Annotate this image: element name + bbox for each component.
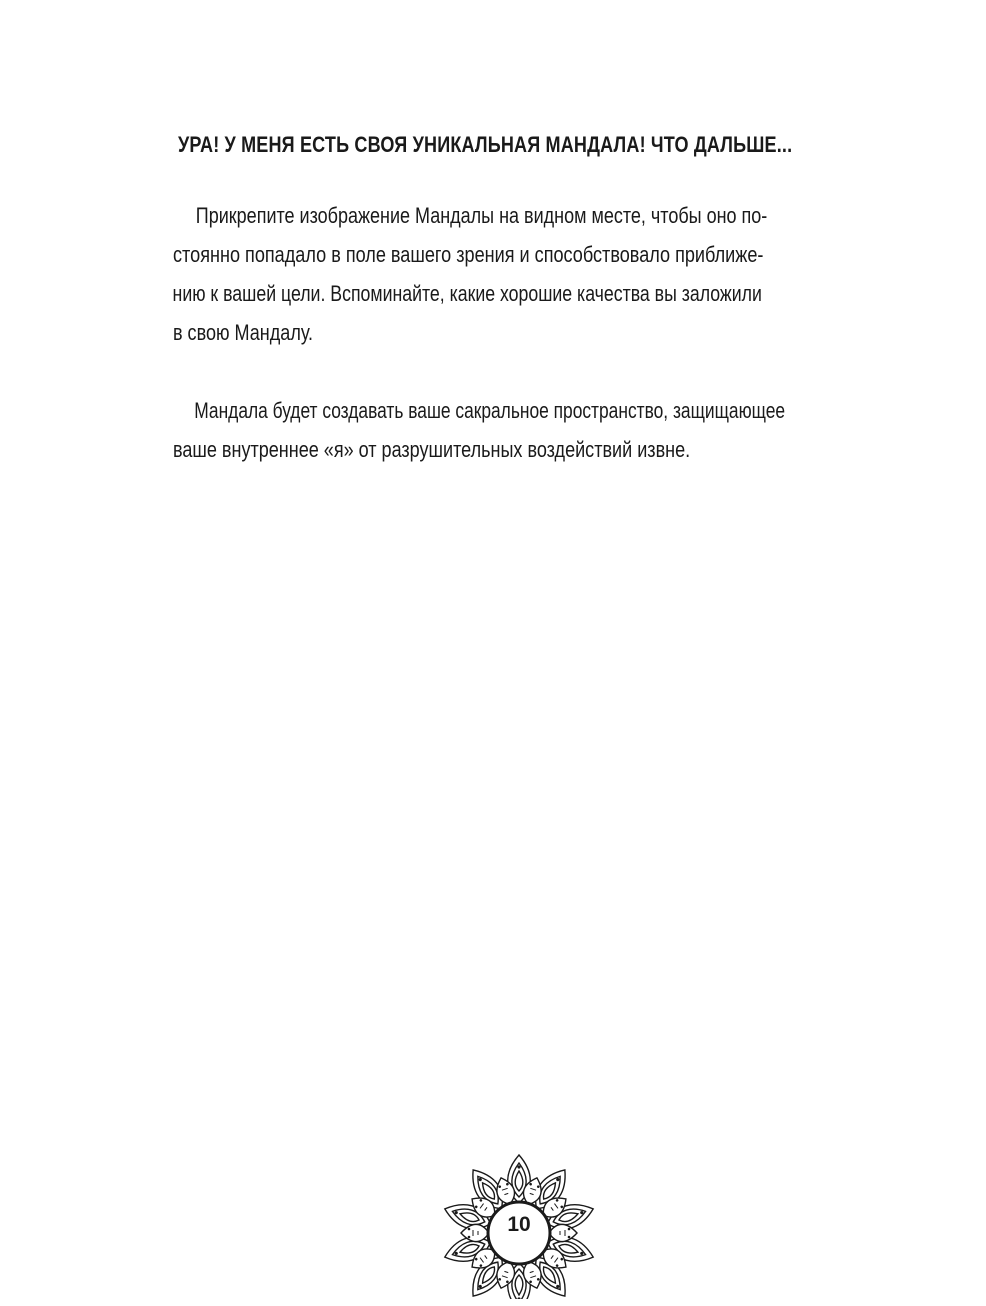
- paragraph-2-line-1: Мандала будет создавать ваше сакральное пространство, защищающее: [194, 398, 786, 423]
- page-footer-ornament: [438, 1152, 600, 1299]
- paragraph-1-line-2: стоянно попадало в поле вашего зрения и способствовало приближе-: [173, 242, 764, 267]
- paragraph-2: [150, 391, 888, 469]
- paragraph-2-line-2: ваше внутреннее «я» от разрушительных воздействий извне.: [172, 437, 691, 462]
- paragraph-1: [150, 196, 888, 352]
- paragraph-1-line-1: Прикрепите изображение Мандалы на видном месте, чтобы оно по-: [195, 203, 768, 228]
- page-number: 10: [507, 1213, 531, 1236]
- paragraph-1-line-3: нию к вашей цели. Вспоминайте, какие хорошие качества вы заложили: [172, 281, 762, 306]
- paragraph-1-line-4: в свою Мандалу.: [172, 320, 314, 345]
- section-heading: УРА! У МЕНЯ ЕСТЬ СВОЯ УНИКАЛЬНАЯ МАНДАЛА! ЧТО ДАЛЬШЕ...: [178, 132, 793, 157]
- text-block: [150, 128, 888, 469]
